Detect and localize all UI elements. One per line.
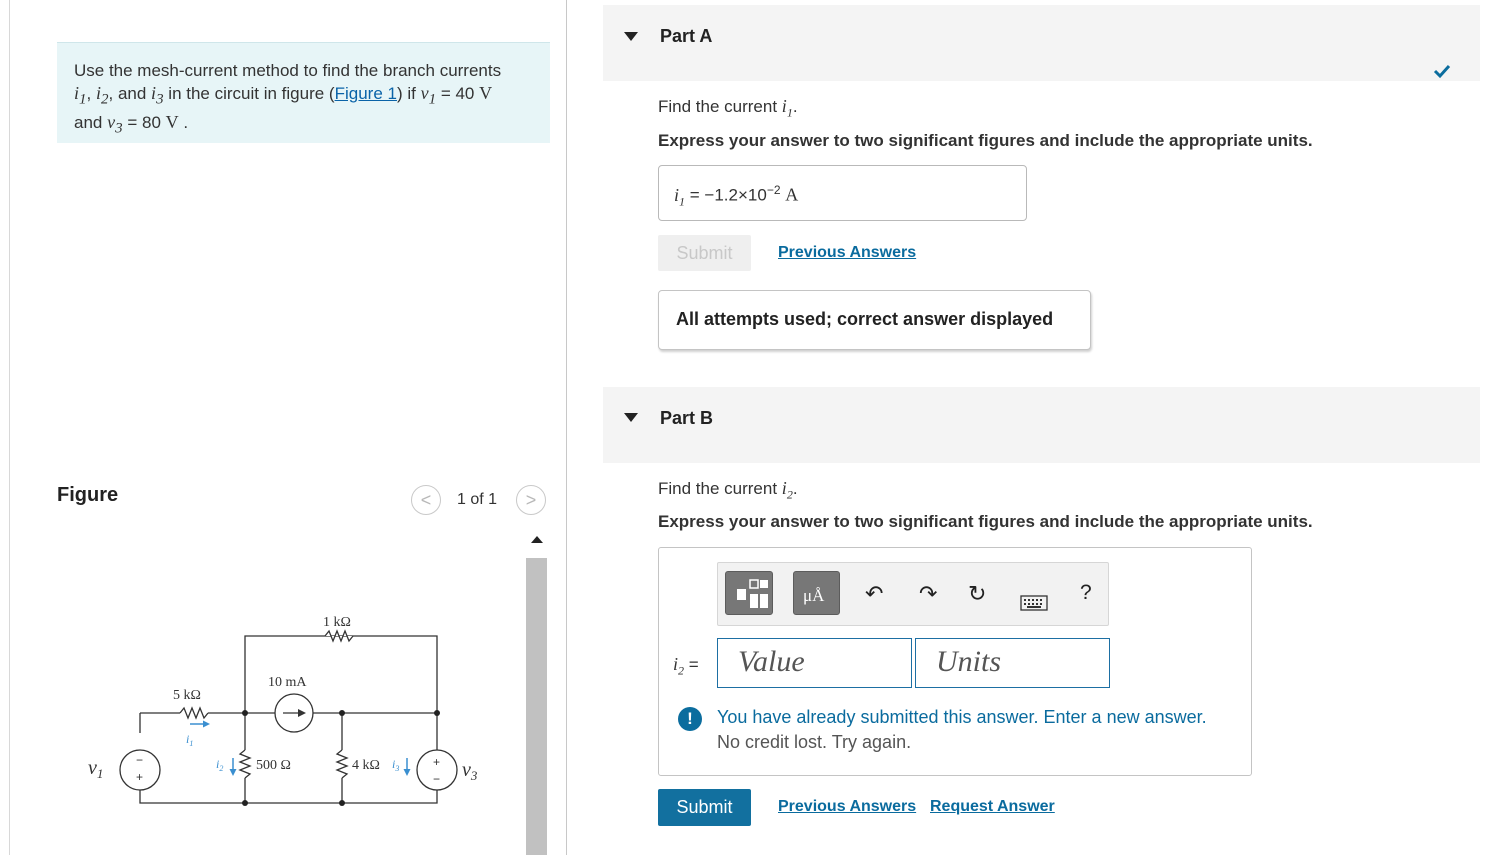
part-a-instructions: Express your answer to two significant figures and include the appropriate units. [658,131,1313,150]
label-1k: 1 kΩ [323,615,351,630]
v3-plus: + [433,755,441,769]
var-i1: $i_1$ [74,83,87,108]
v1-plus: + [136,770,144,784]
math-toolbar [717,562,1109,626]
label-v1: $v_1$ [88,757,104,781]
label-5k: 5 kΩ [173,688,201,703]
figure-scrollbar[interactable] [526,558,547,855]
attempts-message: All attempts used; correct answer displayed [658,290,1091,350]
templates-button[interactable] [725,571,773,615]
var-v1: $v_1$ [420,83,437,108]
var-v3: $v_3$ [107,111,123,137]
part-b-instructions: Express your answer to two significant figures and include the appropriate units. [658,512,1313,531]
request-answer-link[interactable]: Request Answer [930,798,1055,815]
chevron-right-icon: > [525,490,537,510]
label-500: 500 Ω [256,758,291,773]
value-input[interactable]: Value [717,638,912,688]
var-i2: $i_2$ [95,83,109,108]
part-b-header[interactable] [603,387,1480,463]
undo-icon[interactable]: ↶ [865,581,884,606]
var-i3: $i_3$ [151,83,164,108]
alert-icon: ! [678,707,702,731]
v3-minus: − [433,772,441,786]
label-10ma: 10 mA [268,675,307,690]
units-button[interactable] [793,571,840,615]
circuit-diagram [80,598,520,818]
part-b-input-label: $i_2$ = [673,654,699,678]
part-a-answer-value: $i_1 = -1.2\times 10^{-2}$ A [674,183,799,209]
figure-pager: 1 of 1 [457,491,498,508]
part-a-answer-display [658,165,1027,221]
part-a-previous-answers-link[interactable]: Previous Answers [778,244,917,261]
part-a-header[interactable] [603,5,1480,81]
problem-statement [57,42,550,143]
reset-icon[interactable]: ↻ [968,581,987,606]
next-figure-button[interactable] [516,485,546,515]
units-icon: μÅ [803,586,825,605]
scroll-up-arrow-icon[interactable] [531,536,543,543]
part-a-question: Find the current $i_1$. [658,96,798,120]
template-icon [726,572,772,614]
part-a-submit-button[interactable]: Submit [658,235,751,271]
label-v3: $v_3$ [462,759,478,783]
panel-divider [566,0,567,855]
problem-text: Use the mesh-current method to find the branch currents $i_1$, $i_2$, and $i_3$ in the circuit in figure (Figure 1) if $v_1 = 40$ V and $v_3 = 80$ V . [74,61,502,137]
left-border [9,0,10,855]
prev-figure-button[interactable] [411,485,441,515]
label-i3: $i_3$ [392,757,400,773]
figure-link[interactable]: Figure 1 [334,84,397,103]
units-input[interactable]: Units [915,638,1110,688]
check-icon [1433,63,1451,79]
help-button[interactable]: ? [1080,581,1092,604]
warning-message: You have already submitted this answer. Enter a new answer. [717,707,1207,727]
collapse-triangle-icon[interactable] [624,413,638,422]
label-i1: $i_1$ [186,732,194,748]
figure-title: Figure [57,484,119,506]
label-i2: $i_2$ [216,757,224,773]
part-b-title: Part B [660,408,714,428]
collapse-triangle-icon[interactable] [624,32,638,41]
label-4k: 4 kΩ [352,758,380,773]
part-b-previous-answers-link[interactable]: Previous Answers [778,798,917,815]
v1-minus: − [136,753,144,767]
warning-submessage: No credit lost. Try again. [717,732,912,752]
redo-icon[interactable]: ↷ [919,581,938,606]
part-b-submit-button[interactable]: Submit [658,789,751,826]
part-a-title: Part A [660,26,713,46]
chevron-left-icon: < [420,490,432,510]
part-b-question: Find the current $i_2$. [658,478,798,502]
problem-intro: Use the mesh-current method to find the branch currents [74,61,502,80]
keyboard-icon[interactable] [1020,595,1048,611]
